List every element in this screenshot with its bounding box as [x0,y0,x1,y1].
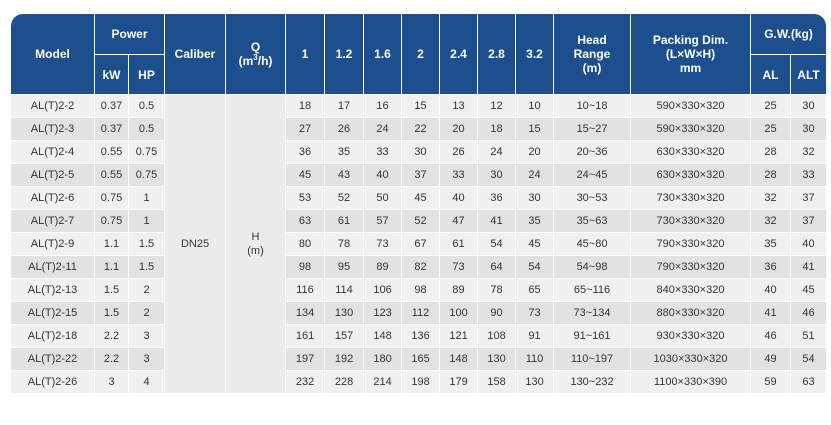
cell-head: 26 [440,141,478,164]
cell-head-range: 54~98 [554,256,631,279]
cell-head: 134 [286,302,325,325]
cell-head: 80 [286,233,325,256]
cell-head: 100 [440,302,478,325]
cell-head: 20 [440,118,478,141]
cell-head: 136 [402,325,440,348]
cell-model: AL(T)2-11 [11,256,95,279]
cell-head: 24 [478,141,516,164]
cell-head: 67 [402,233,440,256]
cell-head: 54 [516,256,554,279]
header-packing-dim: Packing Dim. (L×W×H) mm [631,14,751,95]
cell-head: 41 [478,210,516,233]
cell-model: AL(T)2-22 [11,348,95,371]
cell-model: AL(T)2-5 [11,164,95,187]
cell-head-range: 45~80 [554,233,631,256]
cell-weight-al: 32 [751,187,791,210]
cell-weight-alt: 63 [791,371,826,394]
cell-hp: 0.5 [129,95,165,118]
cell-model: AL(T)2-6 [11,187,95,210]
cell-head: 47 [440,210,478,233]
table-row [11,325,826,348]
cell-head: 22 [402,118,440,141]
cell-head: 89 [364,256,402,279]
cell-head: 45 [286,164,325,187]
cell-head: 158 [478,371,516,394]
cell-kw: 2.2 [95,348,129,371]
cell-head: 36 [478,187,516,210]
cell-head: 57 [364,210,402,233]
cell-head: 165 [402,348,440,371]
cell-hp: 0.5 [129,118,165,141]
cell-weight-al: 49 [751,348,791,371]
cell-head: 232 [286,371,325,394]
header-q-unit: $(m^3/h)$ [238,53,273,68]
header-alt: ALT [791,55,826,95]
cell-hp: 1 [129,187,165,210]
cell-model: AL(T)2-2 [11,95,95,118]
cell-head: 73 [440,256,478,279]
cell-packing: 1100×330×390 [631,371,751,394]
cell-kw: 0.37 [95,95,129,118]
cell-head: 98 [286,256,325,279]
header-gross-weight: G.W.(kg) [751,14,826,55]
cell-model: AL(T)2-4 [11,141,95,164]
cell-weight-al: 28 [751,141,791,164]
cell-head-range: 110~197 [554,348,631,371]
cell-model: AL(T)2-7 [11,210,95,233]
cell-hp: 3 [129,325,165,348]
header-al: AL [751,55,791,95]
cell-head: 91 [516,325,554,348]
cell-head-range: 91~161 [554,325,631,348]
table-header [11,14,826,95]
cell-head: 98 [402,279,440,302]
cell-head: 27 [286,118,325,141]
cell-head: 106 [364,279,402,302]
cell-head-range: 24~45 [554,164,631,187]
table-row [11,164,826,187]
cell-weight-alt: 46 [791,302,826,325]
cell-head: 15 [402,95,440,118]
cell-head: 198 [402,371,440,394]
cell-packing: 730×330×320 [631,187,751,210]
table-row [11,187,826,210]
cell-head-range: 10~18 [554,95,631,118]
cell-weight-alt: 45 [791,279,826,302]
cell-head: 40 [440,187,478,210]
cell-head: 89 [440,279,478,302]
cell-packing: 880×330×320 [631,302,751,325]
cell-head: 61 [325,210,364,233]
cell-weight-alt: 37 [791,210,826,233]
cell-weight-al: 59 [751,371,791,394]
cell-head: 17 [325,95,364,118]
cell-head: 13 [440,95,478,118]
cell-weight-alt: 40 [791,233,826,256]
cell-head: 73 [364,233,402,256]
cell-kw: 1.5 [95,302,129,325]
cell-hp: 0.75 [129,141,165,164]
header-flow-1-2: 1.2 [325,14,364,95]
cell-head: 52 [402,210,440,233]
table-row [11,233,826,256]
cell-hp: 2 [129,279,165,302]
cell-h-label [226,95,286,394]
cell-head: 20 [516,141,554,164]
header-flow-2: 2 [402,14,440,95]
cell-head-range: 20~36 [554,141,631,164]
cell-head: 95 [325,256,364,279]
cell-weight-al: 36 [751,256,791,279]
cell-head: 180 [364,348,402,371]
cell-head: 214 [364,371,402,394]
table-row [11,348,826,371]
cell-head-range: 73~134 [554,302,631,325]
table-row [11,256,826,279]
cell-weight-alt: 41 [791,256,826,279]
cell-head: 114 [325,279,364,302]
header-flow-3-2: 3.2 [516,14,554,95]
cell-head: 73 [516,302,554,325]
cell-model: AL(T)2-3 [11,118,95,141]
cell-head: 161 [286,325,325,348]
table-body [11,95,826,394]
cell-weight-al: 40 [751,279,791,302]
cell-head: 112 [402,302,440,325]
cell-weight-al: 32 [751,210,791,233]
h-unit: (m) [247,245,264,257]
cell-head: 63 [286,210,325,233]
cell-caliber: DN25 [165,95,226,394]
cell-head: 30 [402,141,440,164]
cell-model: AL(T)2-15 [11,302,95,325]
cell-packing: 1030×330×320 [631,348,751,371]
cell-head: 35 [325,141,364,164]
cell-weight-alt: 37 [791,187,826,210]
cell-weight-al: 25 [751,118,791,141]
cell-kw: 0.55 [95,164,129,187]
cell-hp: 1.5 [129,233,165,256]
cell-head: 33 [440,164,478,187]
cell-head: 130 [478,348,516,371]
cell-head-range: 35~63 [554,210,631,233]
header-flow-1: 1 [286,14,325,95]
header-flow-2-4: 2.4 [440,14,478,95]
cell-head: 43 [325,164,364,187]
table-row [11,279,826,302]
cell-head: 37 [402,164,440,187]
cell-packing: 840×330×320 [631,279,751,302]
table-row [11,302,826,325]
cell-head-range: 15~27 [554,118,631,141]
cell-hp: 1.5 [129,256,165,279]
pump-spec-table [11,14,826,394]
cell-head: 130 [325,302,364,325]
cell-head: 15 [516,118,554,141]
cell-hp: 0.75 [129,164,165,187]
cell-head: 52 [325,187,364,210]
cell-kw: 0.75 [95,187,129,210]
cell-head: 228 [325,371,364,394]
pump-spec-table-container [11,14,826,394]
cell-packing: 730×330×320 [631,210,751,233]
cell-head: 90 [478,302,516,325]
cell-weight-alt: 30 [791,95,826,118]
cell-kw: 2.2 [95,325,129,348]
cell-head: 108 [478,325,516,348]
cell-head: 78 [478,279,516,302]
cell-packing: 790×330×320 [631,256,751,279]
header-caliber: Caliber [165,14,226,95]
header-head-range: Head Range (m) [554,14,631,95]
cell-packing: 630×330×320 [631,141,751,164]
cell-weight-al: 28 [751,164,791,187]
cell-head: 35 [516,210,554,233]
cell-kw: 1.1 [95,233,129,256]
cell-head: 130 [516,371,554,394]
h-label: H [251,231,260,243]
cell-head: 121 [440,325,478,348]
cell-head: 50 [364,187,402,210]
cell-weight-al: 46 [751,325,791,348]
cell-head: 82 [402,256,440,279]
cell-head: 10 [516,95,554,118]
cell-model: AL(T)2-18 [11,325,95,348]
cell-head-range: 65~116 [554,279,631,302]
table-row [11,118,826,141]
header-power: Power [95,14,165,55]
cell-weight-al: 25 [751,95,791,118]
cell-head: 30 [478,164,516,187]
cell-head: 64 [478,256,516,279]
header-hp: HP [129,55,165,95]
cell-head: 16 [364,95,402,118]
cell-head: 24 [516,164,554,187]
cell-packing: 630×330×320 [631,164,751,187]
header-q-label: Q [250,40,261,54]
cell-head: 18 [286,95,325,118]
cell-head: 197 [286,348,325,371]
cell-head: 45 [402,187,440,210]
cell-weight-alt: 54 [791,348,826,371]
header-flow-q [226,14,286,95]
cell-head: 45 [516,233,554,256]
cell-head: 54 [478,233,516,256]
cell-head: 123 [364,302,402,325]
cell-weight-alt: 51 [791,325,826,348]
cell-packing: 790×330×320 [631,233,751,256]
table-row [11,141,826,164]
cell-model: AL(T)2-26 [11,371,95,394]
table-row [11,210,826,233]
cell-head: 24 [364,118,402,141]
header-model: Model [11,14,95,95]
cell-head: 61 [440,233,478,256]
cell-model: AL(T)2-9 [11,233,95,256]
cell-head: 179 [440,371,478,394]
cell-head: 18 [478,118,516,141]
cell-head: 78 [325,233,364,256]
cell-kw: 0.37 [95,118,129,141]
cell-head-range: 30~53 [554,187,631,210]
cell-head: 148 [440,348,478,371]
cell-kw: 0.75 [95,210,129,233]
cell-kw: 1.1 [95,256,129,279]
cell-head: 40 [364,164,402,187]
cell-hp: 4 [129,371,165,394]
cell-packing: 590×330×320 [631,118,751,141]
cell-head-range: 130~232 [554,371,631,394]
header-kw: kW [95,55,129,95]
cell-hp: 2 [129,302,165,325]
cell-head: 33 [364,141,402,164]
cell-hp: 3 [129,348,165,371]
cell-weight-al: 41 [751,302,791,325]
cell-kw: 1.5 [95,279,129,302]
cell-head: 53 [286,187,325,210]
cell-head: 110 [516,348,554,371]
cell-head: 157 [325,325,364,348]
cell-weight-alt: 33 [791,164,826,187]
cell-hp: 1 [129,210,165,233]
table-row [11,371,826,394]
cell-head: 30 [516,187,554,210]
cell-packing: 930×330×320 [631,325,751,348]
cell-kw: 3 [95,371,129,394]
cell-model: AL(T)2-13 [11,279,95,302]
cell-weight-alt: 30 [791,118,826,141]
cell-weight-al: 35 [751,233,791,256]
cell-head: 192 [325,348,364,371]
cell-weight-alt: 32 [791,141,826,164]
cell-head: 65 [516,279,554,302]
cell-head: 26 [325,118,364,141]
cell-head: 116 [286,279,325,302]
cell-head: 148 [364,325,402,348]
table-row [11,95,826,118]
header-flow-2-8: 2.8 [478,14,516,95]
cell-head: 12 [478,95,516,118]
cell-head: 36 [286,141,325,164]
cell-packing: 590×330×320 [631,95,751,118]
header-flow-1-6: 1.6 [364,14,402,95]
cell-kw: 0.55 [95,141,129,164]
